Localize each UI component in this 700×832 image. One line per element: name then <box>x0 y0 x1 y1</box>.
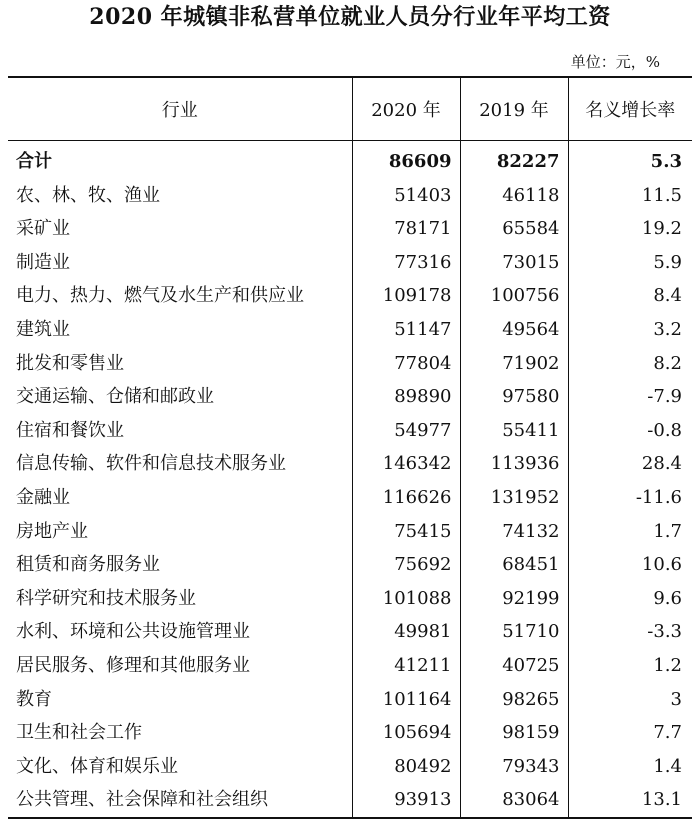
table-row <box>8 750 692 784</box>
unit-note: 单位：元，% <box>570 53 660 71</box>
wage-2019-cell: 97580 <box>460 380 568 414</box>
industry-cell: 批发和零售业 <box>16 352 124 374</box>
industry-cell: 农、林、牧、渔业 <box>16 184 160 206</box>
table-row <box>8 347 692 381</box>
wage-2019-cell: 83064 <box>460 783 568 818</box>
table-row <box>8 212 692 246</box>
industry-cell: 卫生和社会工作 <box>16 722 142 744</box>
wage-2019-cell: 46118 <box>460 179 568 213</box>
table-row <box>8 783 692 818</box>
growth-rate-cell: 1.2 <box>568 649 692 683</box>
industry-cell: 金融业 <box>16 486 70 508</box>
wage-2020-cell: 93913 <box>352 783 460 818</box>
table-body <box>8 141 692 818</box>
industry-cell: 教育 <box>16 688 52 710</box>
wage-2019-cell: 98265 <box>460 683 568 717</box>
wage-2020-cell: 80492 <box>352 750 460 784</box>
industry-cell: 住宿和餐饮业 <box>16 419 124 441</box>
wage-2020-cell: 51403 <box>352 179 460 213</box>
header-2020: 2020 年 <box>352 77 460 141</box>
wage-2020-cell: 101088 <box>352 582 460 616</box>
industry-cell: 租赁和商务服务业 <box>16 554 160 576</box>
growth-rate-cell: 8.2 <box>568 347 692 381</box>
wage-2020-cell: 75692 <box>352 548 460 582</box>
wage-2019-cell: 113936 <box>460 447 568 481</box>
growth-rate-cell: 9.6 <box>568 582 692 616</box>
growth-rate-cell: 3 <box>568 683 692 717</box>
table-title: 2020 年城镇非私营单位就业人员分行业年平均工资 <box>89 4 611 30</box>
wage-2019-cell: 131952 <box>460 481 568 515</box>
wage-2019-cell: 98159 <box>460 716 568 750</box>
growth-rate-cell: 3.2 <box>568 313 692 347</box>
growth-rate-cell: -0.8 <box>568 414 692 448</box>
wage-2019-cell: 82227 <box>460 141 568 179</box>
industry-cell: 电力、热力、燃气及水生产和供应业 <box>16 285 304 307</box>
industry-cell: 制造业 <box>16 251 70 273</box>
wage-2020-cell: 54977 <box>352 414 460 448</box>
wage-2020-cell: 51147 <box>352 313 460 347</box>
wage-2019-cell: 79343 <box>460 750 568 784</box>
growth-rate-cell: 5.3 <box>568 141 692 179</box>
table-row <box>8 447 692 481</box>
wage-2020-cell: 77316 <box>352 246 460 280</box>
wage-2020-cell: 105694 <box>352 716 460 750</box>
growth-rate-cell: 1.4 <box>568 750 692 784</box>
industry-cell: 合计 <box>16 151 52 172</box>
table-row <box>8 649 692 683</box>
header-industry: 行业 <box>8 77 352 141</box>
growth-rate-cell: 28.4 <box>568 447 692 481</box>
growth-rate-cell: 13.1 <box>568 783 692 818</box>
header-growth: 名义增长率 <box>568 77 692 141</box>
growth-rate-cell: 1.7 <box>568 515 692 549</box>
growth-rate-cell: -11.6 <box>568 481 692 515</box>
wage-2020-cell: 101164 <box>352 683 460 717</box>
growth-rate-cell: 5.9 <box>568 246 692 280</box>
industry-cell: 交通运输、仓储和邮政业 <box>16 386 214 408</box>
wage-2019-cell: 71902 <box>460 347 568 381</box>
wage-2020-cell: 49981 <box>352 615 460 649</box>
wage-2019-cell: 49564 <box>460 313 568 347</box>
wage-2019-cell: 40725 <box>460 649 568 683</box>
table-row <box>8 515 692 549</box>
growth-rate-cell: 10.6 <box>568 548 692 582</box>
wage-2019-cell: 51710 <box>460 615 568 649</box>
wage-2020-cell: 75415 <box>352 515 460 549</box>
table-row <box>8 414 692 448</box>
wage-2019-cell: 68451 <box>460 548 568 582</box>
wage-2019-cell: 73015 <box>460 246 568 280</box>
table-row <box>8 615 692 649</box>
industry-cell: 房地产业 <box>16 520 88 542</box>
wage-2019-cell: 65584 <box>460 212 568 246</box>
growth-rate-cell: 19.2 <box>568 212 692 246</box>
wage-2020-cell: 89890 <box>352 380 460 414</box>
growth-rate-cell: 8.4 <box>568 279 692 313</box>
growth-rate-cell: 7.7 <box>568 716 692 750</box>
industry-cell: 信息传输、软件和信息技术服务业 <box>16 453 286 475</box>
table-row <box>8 683 692 717</box>
wage-2019-cell: 100756 <box>460 279 568 313</box>
table-row <box>8 582 692 616</box>
industry-cell: 公共管理、社会保障和社会组织 <box>16 789 268 811</box>
table-row <box>8 548 692 582</box>
table-row <box>8 279 692 313</box>
industry-cell: 水利、环境和公共设施管理业 <box>16 621 250 643</box>
industry-cell: 建筑业 <box>16 318 70 340</box>
wage-2019-cell: 92199 <box>460 582 568 616</box>
table-row <box>8 716 692 750</box>
table-row <box>8 313 692 347</box>
table-row <box>8 179 692 213</box>
table-row <box>8 246 692 280</box>
wage-2020-cell: 86609 <box>352 141 460 179</box>
table-row <box>8 481 692 515</box>
header-row <box>8 77 692 141</box>
header-2019: 2019 年 <box>460 77 568 141</box>
industry-cell: 采矿业 <box>16 218 70 240</box>
wage-2020-cell: 116626 <box>352 481 460 515</box>
wage-2020-cell: 41211 <box>352 649 460 683</box>
industry-cell: 科学研究和技术服务业 <box>16 587 196 609</box>
wage-2019-cell: 74132 <box>460 515 568 549</box>
table-row <box>8 380 692 414</box>
industry-cell: 居民服务、修理和其他服务业 <box>16 654 250 676</box>
growth-rate-cell: -7.9 <box>568 380 692 414</box>
wage-2020-cell: 146342 <box>352 447 460 481</box>
wage-2020-cell: 77804 <box>352 347 460 381</box>
table-header <box>8 77 692 141</box>
wage-table <box>8 76 692 819</box>
wage-2020-cell: 78171 <box>352 212 460 246</box>
industry-cell: 文化、体育和娱乐业 <box>16 755 178 777</box>
wage-2019-cell: 55411 <box>460 414 568 448</box>
growth-rate-cell: 11.5 <box>568 179 692 213</box>
growth-rate-cell: -3.3 <box>568 615 692 649</box>
wage-2020-cell: 109178 <box>352 279 460 313</box>
total-row <box>8 141 692 179</box>
